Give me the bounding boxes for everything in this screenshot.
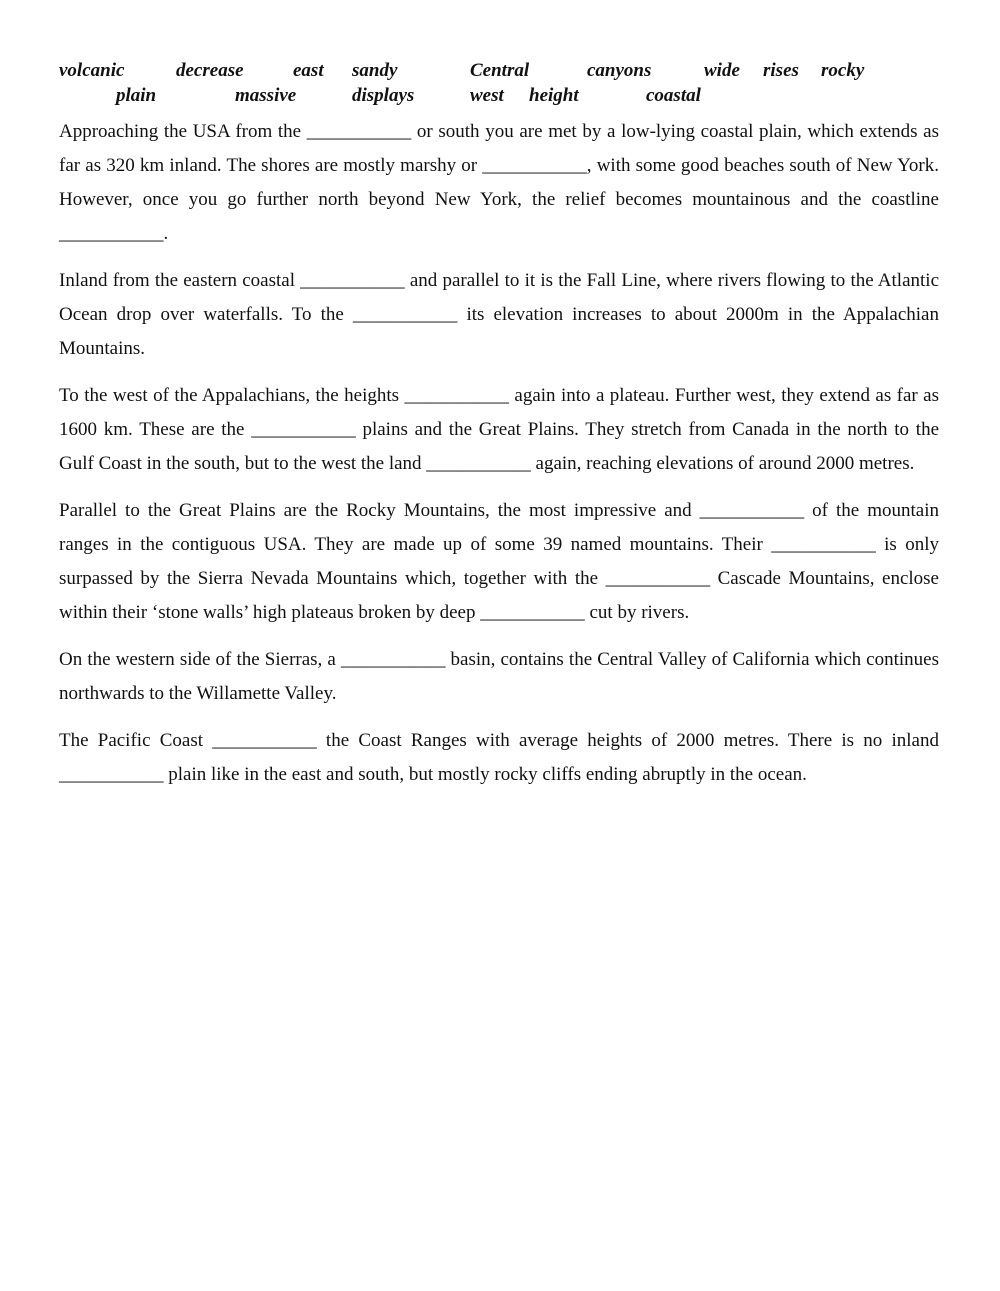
word-bank-item: west (470, 85, 504, 106)
word-bank-item: Central (470, 60, 530, 81)
word-bank-item: rocky (821, 60, 865, 81)
word-bank-item: massive (235, 85, 297, 106)
paragraph-3: To the west of the Appalachians, the heights ___________ again into a plateau. Further west, they extend as far as 1600 km. These are the ___________ plains and the Great Plains. They stretch from Canada in the north to the Gulf Coast in the south, but to the west the land ___________ again, reaching elevations of around 2000 metres. (59, 385, 939, 474)
word-bank-item: plain (116, 85, 157, 106)
paragraph-2: Inland from the eastern coastal ___________ and parallel to it is the Fall Line, where rivers flowing to the Atlantic Ocean drop over waterfalls. To the ___________ its elevation increases to about 2000m in the Appalachian Mountains. (59, 270, 939, 359)
paragraph-4: Parallel to the Great Plains are the Rocky Mountains, the most impressive and ___________ of the mountain ranges in the contiguous USA. They are made up of some 39 named mountains. Their ___________ is only surpassed by the Sierra Nevada Mountains which, together with the ___________ Cascade Mountains, enclose within their ‘stone walls’ high plateaus broken by deep ___________ cut by rivers. (59, 500, 939, 623)
word-bank-item: volcanic (59, 60, 125, 81)
word-bank-item: east (293, 60, 324, 81)
paragraph-1: Approaching the USA from the ___________ or south you are met by a low-lying coastal plain, which extends as far as 320 km inland. The shores are mostly marshy or ___________, with some good beaches south of New York. However, once you go further north beyond New York, the relief becomes mountainous and the coastline ___________. (59, 121, 939, 244)
word-bank-item: decrease (176, 60, 244, 81)
word-bank (59, 59, 959, 111)
word-bank-item: coastal (646, 85, 701, 106)
word-bank-item: height (529, 85, 579, 106)
word-bank-item: sandy (352, 60, 398, 81)
word-bank-item: displays (352, 85, 415, 106)
word-bank-item: wide (704, 60, 740, 81)
paragraph-6: The Pacific Coast ___________ the Coast Ranges with average heights of 2000 metres. There is no inland ___________ plain like in the east and south, but mostly rocky cliffs ending abruptly in the ocean. (59, 730, 939, 785)
word-bank-item: rises (763, 60, 799, 81)
paragraph-5: On the western side of the Sierras, a ___________ basin, contains the Central Valley of California which continues northwards to the Willamette Valley. (59, 649, 939, 704)
word-bank-item: canyons (587, 60, 652, 81)
cloze-text (59, 115, 939, 805)
